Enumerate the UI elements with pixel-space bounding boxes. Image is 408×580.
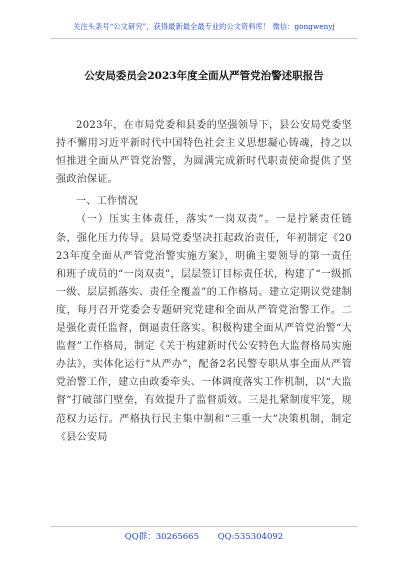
footer-qq-group: QQ群：30265665 [124,532,199,542]
header-banner: 关注头条号“公文研究”，获得最新最全最专业的公文资料库！ 微信：gongwenyj [73,22,335,31]
section-paragraph: （一）压实主体责任，落实“一岗双责”。一是拧紧责任链条，强化压力传导。县局党委坚决扛起政治责任，年初制定《2023年度全面从严管党治警实施方案》，明确主要领导的第一责任和班子成员的“一岗双责”，层层签订目标责任状，构建了“一级抓一级、层层抓落实、责任全覆盖”的工作格局。建立定期议党建制度，每月召开党委会专题研究党建和全面从严管党治警工作。二是强化责任监督，倒逼责任落实。积极构建全面从严管党治警“大监督”工作格局，制定《关于构建新时代公安特色大监督格局实施办法》，实体化运行“从严办”，配备2名民警专职从事全面从严管党治警工作，建立由政委牵头、一体调度落实工作机制，以“大监督”打破部门壁垒，有效提升了监督质效。三是扎紧制度牢笼，规范权力运行。严格执行民主集中制和“三重一大”决策机制，制定《县公安局 [56,214,352,443]
header-divider [50,38,358,39]
footer-qq: QQ:535304092 [217,532,284,542]
footer-divider [50,526,358,527]
section-heading: 一、工作情况 [76,196,139,208]
document-body [56,117,352,447]
intro-paragraph: 2023年，在市局党委和县委的坚强领导下，县公安局党委坚持不懈用习近平新时代中国特色社会主义思想凝心铸魂，持之以恒推进全面从严管党治警，为圆满完成新时代职责使命提供了坚强政治保证。 [56,120,352,186]
document-title: 公安局委员会2023年度全面从严管党治警述职报告 [84,70,324,82]
footer-contact [0,530,408,542]
